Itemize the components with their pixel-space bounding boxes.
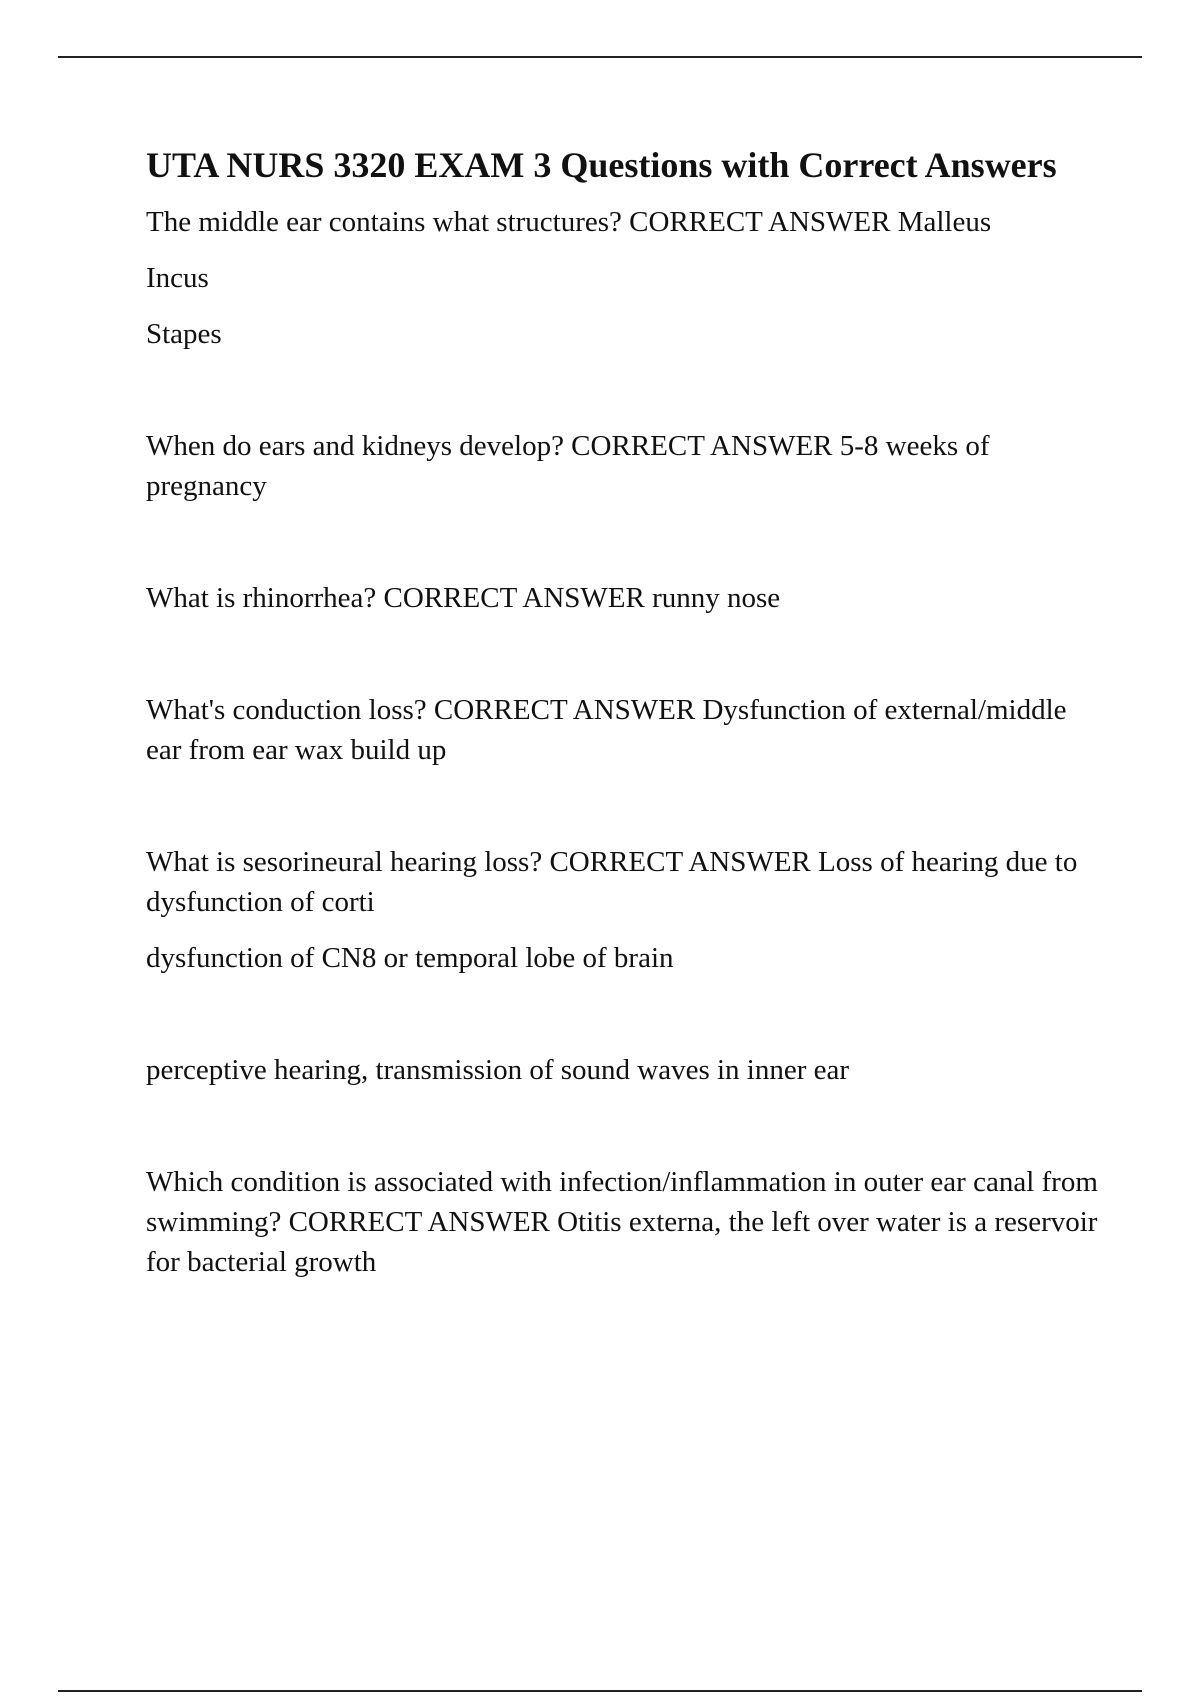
answer-line-stapes: Stapes bbox=[146, 318, 222, 350]
footer-rule bbox=[58, 1690, 1142, 1692]
paragraph-spacer bbox=[146, 370, 1106, 426]
document-body bbox=[146, 140, 1106, 1298]
document-title: UTA NURS 3320 EXAM 3 Questions with Correct Answers bbox=[146, 145, 1057, 185]
question-middle-ear: The middle ear contains what structures? CORRECT ANSWER Malleus bbox=[146, 206, 992, 238]
paragraph-spacer bbox=[146, 634, 1106, 690]
question-ear-kidney-development: When do ears and kidneys develop? CORRECT ANSWER 5-8 weeks of pregnancy bbox=[146, 430, 990, 502]
answer-line-perceptive-hearing: perceptive hearing, transmission of sound waves in inner ear bbox=[146, 1054, 850, 1086]
question-otitis-externa: Which condition is associated with infection/inflammation in outer ear canal from swimming? CORRECT ANSWER Otitis externa, the left over water is a reservoir for bacterial growth bbox=[146, 1166, 1098, 1278]
header-rule bbox=[58, 56, 1142, 58]
paragraph-spacer bbox=[146, 994, 1106, 1050]
question-sensorineural-loss: What is sesorineural hearing loss? CORRECT ANSWER Loss of hearing due to dysfunction of corti bbox=[146, 846, 1078, 918]
question-conduction-loss: What's conduction loss? CORRECT ANSWER Dysfunction of external/middle ear from ear wax build up bbox=[146, 694, 1067, 766]
paragraph-spacer bbox=[146, 786, 1106, 842]
paragraph-spacer bbox=[146, 522, 1106, 578]
question-rhinorrhea: What is rhinorrhea? CORRECT ANSWER runny nose bbox=[146, 582, 781, 614]
answer-line-cn8: dysfunction of CN8 or temporal lobe of brain bbox=[146, 942, 674, 974]
paragraph-spacer bbox=[146, 1106, 1106, 1162]
answer-line-incus: Incus bbox=[146, 262, 209, 294]
